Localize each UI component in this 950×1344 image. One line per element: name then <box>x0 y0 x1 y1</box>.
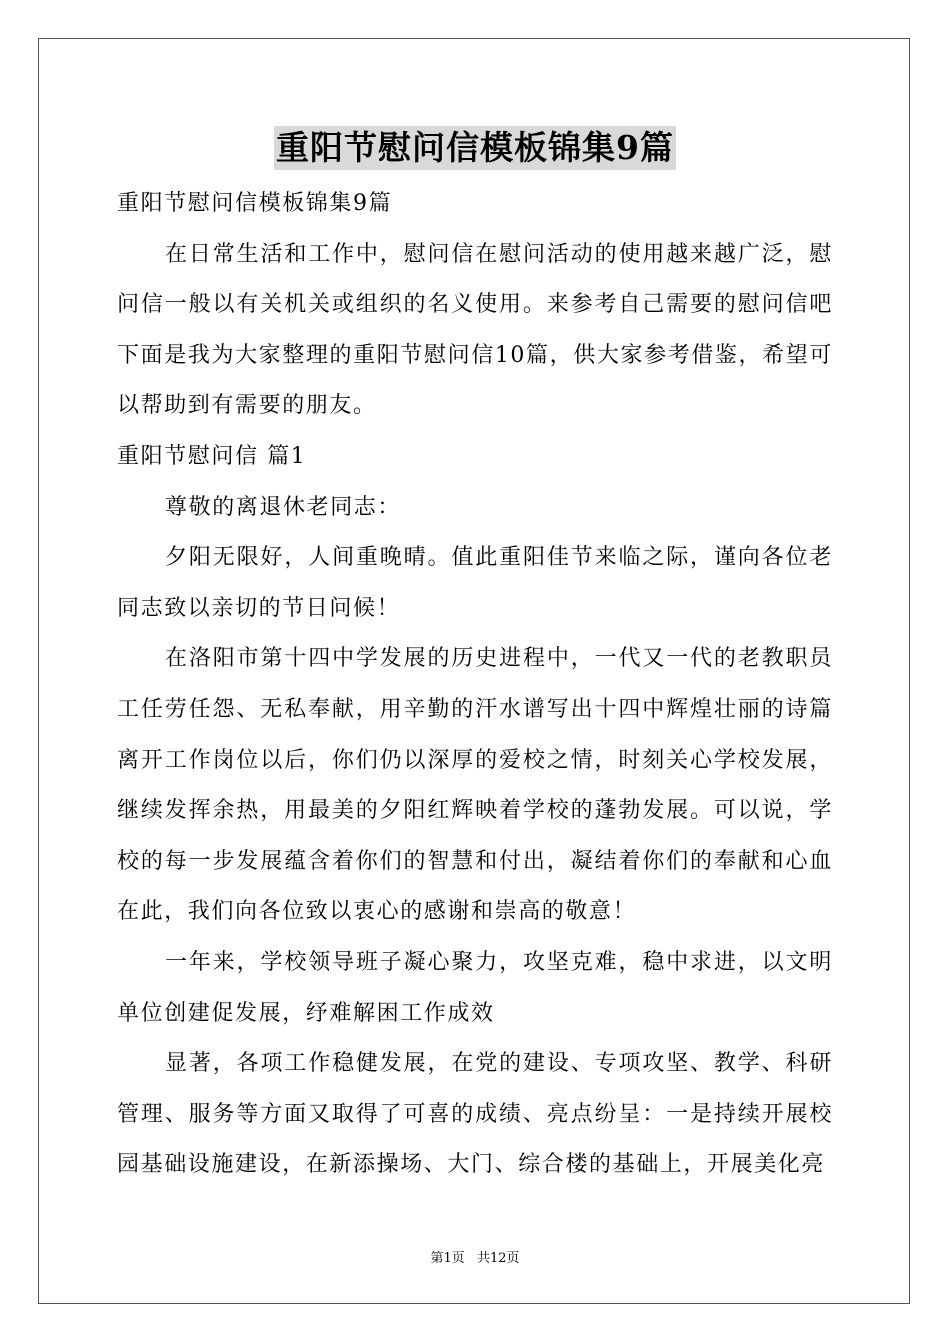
document-title: 重阳节慰问信模板锦集9篇 <box>274 126 676 170</box>
title-container <box>0 126 950 170</box>
document-subtitle: 重阳节慰问信模板锦集9篇 <box>117 191 393 216</box>
salutation: 尊敬的离退休老同志： <box>165 494 402 520</box>
body-paragraph-3: 一年来，学校领导班子凝心聚力，攻坚克难，稳中求进，以文明单位创建促发展，纾难解困工作成效 <box>117 949 833 1026</box>
body-paragraph-2: 在洛阳市第十四中学发展的历史进程中，一代又一代的老教职员工任劳任怨、无私奉献，用辛勤的汗水谱写出十四中辉煌壮丽的诗篇离开工作岗位以后，你们仍以深厚的爱校之情，时刻关心学校发展，继续发挥余热，用最美的夕阳红辉映着学校的蓬勃发展。可以说，学校的每一步发展蕴含着你们的智慧和付出，凝结着你们的奉献和心血在此，我们向各位致以衷心的感谢和崇高的敬意！ <box>117 646 833 925</box>
page-number: 第1页 <box>430 1251 465 1266</box>
page-footer <box>0 1247 950 1266</box>
document-body <box>117 179 833 1191</box>
page-total: 共12页 <box>476 1251 520 1266</box>
intro-paragraph: 在日常生活和工作中，慰问信在慰问活动的使用越来越广泛，慰问信一般以有关机关或组织的名义使用。来参考自己需要的慰问信吧下面是我为大家整理的重阳节慰问信10篇，供大家参考借鉴，希望可以帮助到有需要的朋友。 <box>117 241 833 419</box>
body-paragraph-4: 显著，各项工作稳健发展，在党的建设、专项攻坚、教学、科研管理、服务等方面又取得了可喜的成绩、亮点纷呈：一是持续开展校园基础设施建设，在新添操场、大门、综合楼的基础上，开展美化亮 <box>117 1051 833 1178</box>
section-heading: 重阳节慰问信 篇1 <box>117 443 307 469</box>
body-paragraph-1: 夕阳无限好，人间重晚晴。值此重阳佳节来临之际，谨向各位老同志致以亲切的节日问候！ <box>117 545 833 621</box>
